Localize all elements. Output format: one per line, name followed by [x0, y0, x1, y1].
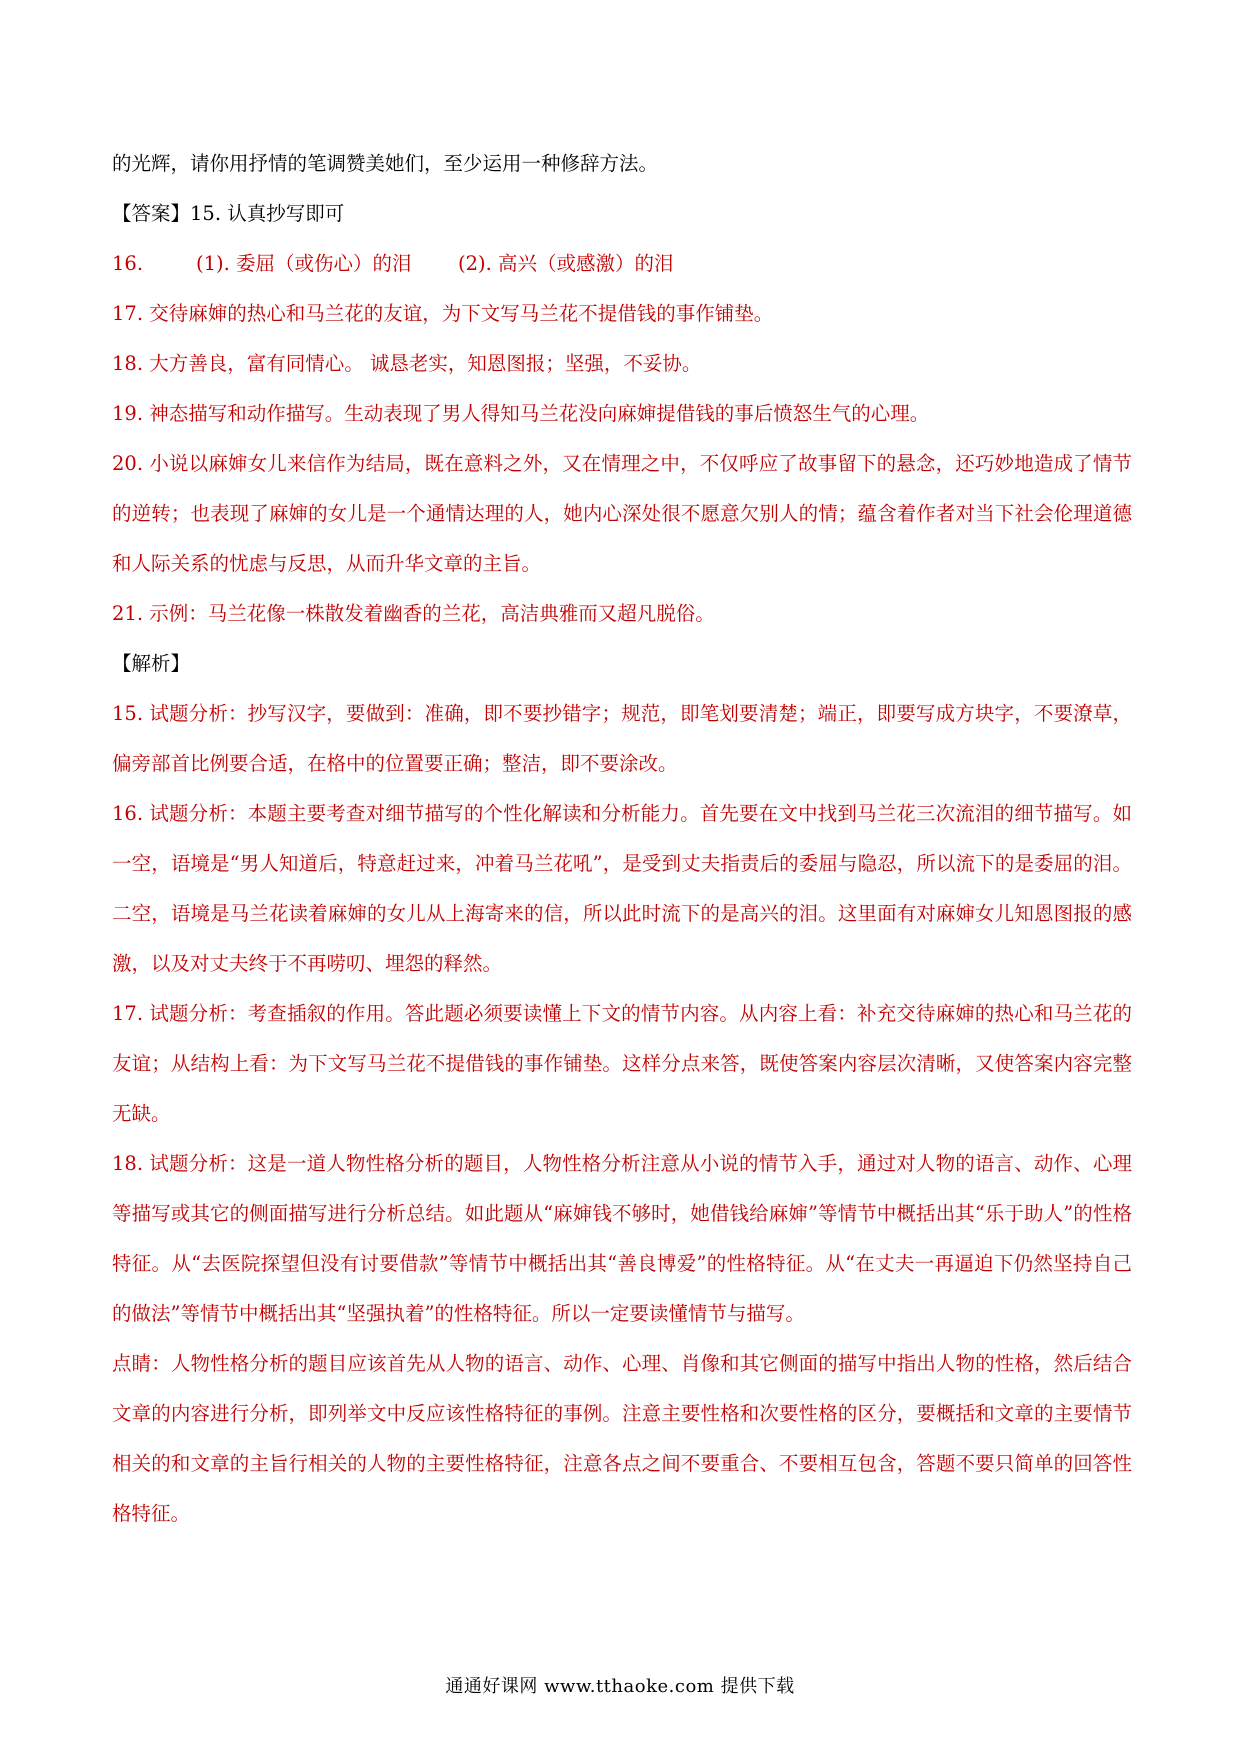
answer-18: 18. 大方善良，富有同情心。 诚恳老实，知恩图报；坚强，不妥协。 — [112, 352, 702, 375]
answer-16-number: 16. — [112, 252, 144, 275]
answer-20: 20. 小说以麻婶女儿来信作为结局，既在意料之外，又在情理之中，不仅呼应了故事留下的悬念，还巧妙地造成了情节的逆转；也表现了麻婶的女儿是一个通情达理的人，她内心深处很不愿意欠别人的情；蕴含着作者对当下社会伦理道德和人际关系的忧虑与反思，从而升华文章的主旨。 — [112, 452, 1132, 575]
answer-16-blank-1: (1). 委屈（或伤心）的泪 — [196, 252, 412, 275]
explanation-17: 17. 试题分析：考查插叙的作用。答此题必须要读懂上下文的情节内容。从内容上看：补充交待麻婶的热心和马兰花的友谊；从结构上看：为下文写马兰花不提借钱的事作铺垫。这样分点来答，既使答案内容层次清晰，又使答案内容完整无缺。 — [112, 1002, 1132, 1125]
answer-heading: 【答案】15. 认真抄写即可 — [112, 202, 345, 225]
tip-paragraph: 点睛：人物性格分析的题目应该首先从人物的语言、动作、心理、肖像和其它侧面的描写中指出人物的性格，然后结合文章的内容进行分析，即列举文中反应该性格特征的事例。注意主要性格和次要性格的区分，要概括和文章的主要情节相关的和文章的主旨行相关的人物的主要性格特征，注意各点之间不要重合、不要相互包含，答题不要只简单的回答性格特征。 — [112, 1352, 1132, 1525]
explanation-16: 16. 试题分析：本题主要考查对细节描写的个性化解读和分析能力。首先要在文中找到马兰花三次流泪的细节描写。如一空，语境是“男人知道后，特意赶过来，冲着马兰花吼”，是受到丈夫指责后的委屈与隐忍，所以流下的是委屈的泪。二空，语境是马兰花读着麻婶的女儿从上海寄来的信，所以此时流下的是高兴的泪。这里面有对麻婶女儿知恩图报的感激，以及对丈夫终于不再唠叨、埋怨的释然。 — [112, 802, 1132, 975]
answer-17: 17. 交待麻婶的热心和马兰花的友谊，为下文写马兰花不提借钱的事作铺垫。 — [112, 302, 774, 325]
analysis-heading: 【解析】 — [112, 652, 191, 675]
answer-21: 21. 示例：马兰花像一株散发着幽香的兰花，高洁典雅而又超凡脱俗。 — [112, 602, 715, 625]
answer-16-blank-2: (2). 高兴（或感激）的泪 — [458, 252, 674, 275]
answer-16 — [112, 252, 1132, 276]
explanation-18: 18. 试题分析：这是一道人物性格分析的题目，人物性格分析注意从小说的情节入手，通过对人物的语言、动作、心理等描写或其它的侧面描写进行分析总结。如此题从“麻婶钱不够时，她借钱给麻婶”等情节中概括出其“乐于助人”的性格特征。从“去医院探望但没有讨要借款”等情节中概括出其“善良博爱”的性格特征。从“在丈夫一再逼迫下仍然坚持自己的做法”等情节中概括出其“坚强执着”的性格特征。所以一定要读懂情节与描写。 — [112, 1152, 1132, 1325]
document-body — [112, 152, 1132, 1539]
explanation-15: 15. 试题分析：抄写汉字，要做到：准确，即不要抄错字；规范，即笔划要清楚；端正，即要写成方块字，不要潦草，偏旁部首比例要合适，在格中的位置要正确；整洁，即不要涂改。 — [112, 702, 1132, 775]
page-footer: 通通好课网 www.tthaoke.com 提供下载 — [445, 1676, 795, 1697]
intro-line: 的光辉，请你用抒情的笔调赞美她们，至少运用一种修辞方法。 — [112, 152, 659, 175]
answer-19: 19. 神态描写和动作描写。生动表现了男人得知马兰花没向麻婶提借钱的事后愤怒生气的心理。 — [112, 402, 930, 425]
